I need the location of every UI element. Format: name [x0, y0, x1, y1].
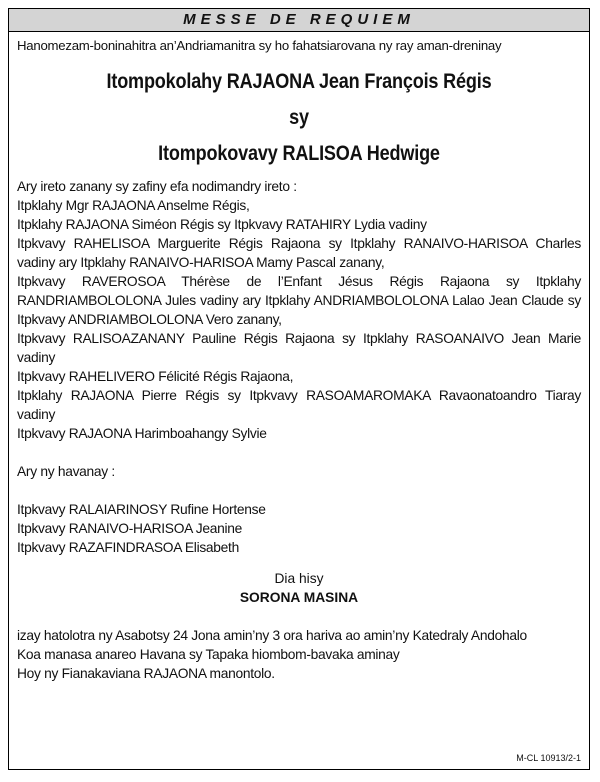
child-entry: Itpkvavy RAHELIVERO Félicité Régis Rajaona, [17, 369, 294, 384]
detail-line: Koa manasa anareo Havana sy Tapaka hiombom-bavaka aminay [17, 647, 400, 662]
ceremony-details [17, 626, 581, 683]
dia-hisy: Dia hisy [274, 571, 324, 586]
child-entry: Itpkvavy RAHELISOA Marguerite Régis Rajaona sy Itpklahy RANAIVO-HARISOA Charles vadiny ary Itpklahy RANAIVO-HARISOA Mamy Pascal zanany, [17, 236, 581, 270]
child-entry: Itpkvavy RAVEROSOA Thérèse de l’Enfant Jésus Régis Rajaona sy Itpklahy RANDRIAMBOLOLONA Jules vadiny ary Itpklahy ANDRIAMBOLOLONA Lalao Jean Claude sy Itpkvavy ANDRIAMBOLOLONA Vero zanany, [17, 274, 581, 327]
child-entry: Itpklahy RAJAONA Siméon Régis sy Itpkvavy RATAHIRY Lydia vadiny [17, 217, 427, 232]
detail-line: Hoy ny Fianakaviana RAJAONA manontolo. [17, 666, 275, 681]
honoree-names [17, 63, 581, 171]
havana-entry: Itpkvavy RAZAFINDRASOA Elisabeth [17, 540, 239, 555]
child-entry: Itpklahy RAJAONA Pierre Régis sy Itpkvavy RASOAMAROMAKA Ravaonatoandro Tiaray vadiny [17, 388, 581, 422]
child-entry: Itpkvavy RAJAONA Harimboahangy Sylvie [17, 426, 267, 441]
children-intro: Ary ireto zanany sy zafiny efa nodimandry ireto : [17, 179, 297, 194]
sorona-masina: SORONA MASINA [239, 590, 359, 605]
reference-code: M-CL 10913/2-1 [516, 753, 581, 763]
havana-entry: Itpkvavy RANAIVO-HARISOA Jeanine [17, 521, 243, 536]
havana-section [17, 462, 581, 557]
detail-line: izay hatolotra ny Asabotsy 24 Jona amin’ny 3 ora hariva ao amin’ny Katedraly Andohalo [17, 628, 527, 643]
havana-intro: Ary ny havanay : [17, 464, 115, 479]
havana-entry: Itpkvavy RALAIARINOSY Rufine Hortense [17, 502, 266, 517]
child-entry: Itpklahy Mgr RAJAONA Anselme Régis, [17, 198, 250, 213]
honoree-father: Itompokolahy RAJAONA Jean François Régis [106, 69, 492, 93]
child-entry: Itpkvavy RALISOAZANANY Pauline Régis Rajaona sy Itpklahy RASOANAIVO Jean Marie vadiny [17, 331, 581, 365]
notice-header: MESSE DE REQUIEM [9, 9, 589, 32]
intro-line: Hanomezam-boninahitra an’Andriamanitra sy ho fahatsiarovana ny ray aman-dreninay [17, 38, 502, 53]
notice-content [9, 32, 589, 683]
honoree-mother: Itompokovavy RALISOA Hedwige [158, 141, 440, 165]
children-section [17, 177, 581, 443]
requiem-notice [8, 8, 590, 770]
honoree-conjunction: sy [289, 105, 309, 129]
